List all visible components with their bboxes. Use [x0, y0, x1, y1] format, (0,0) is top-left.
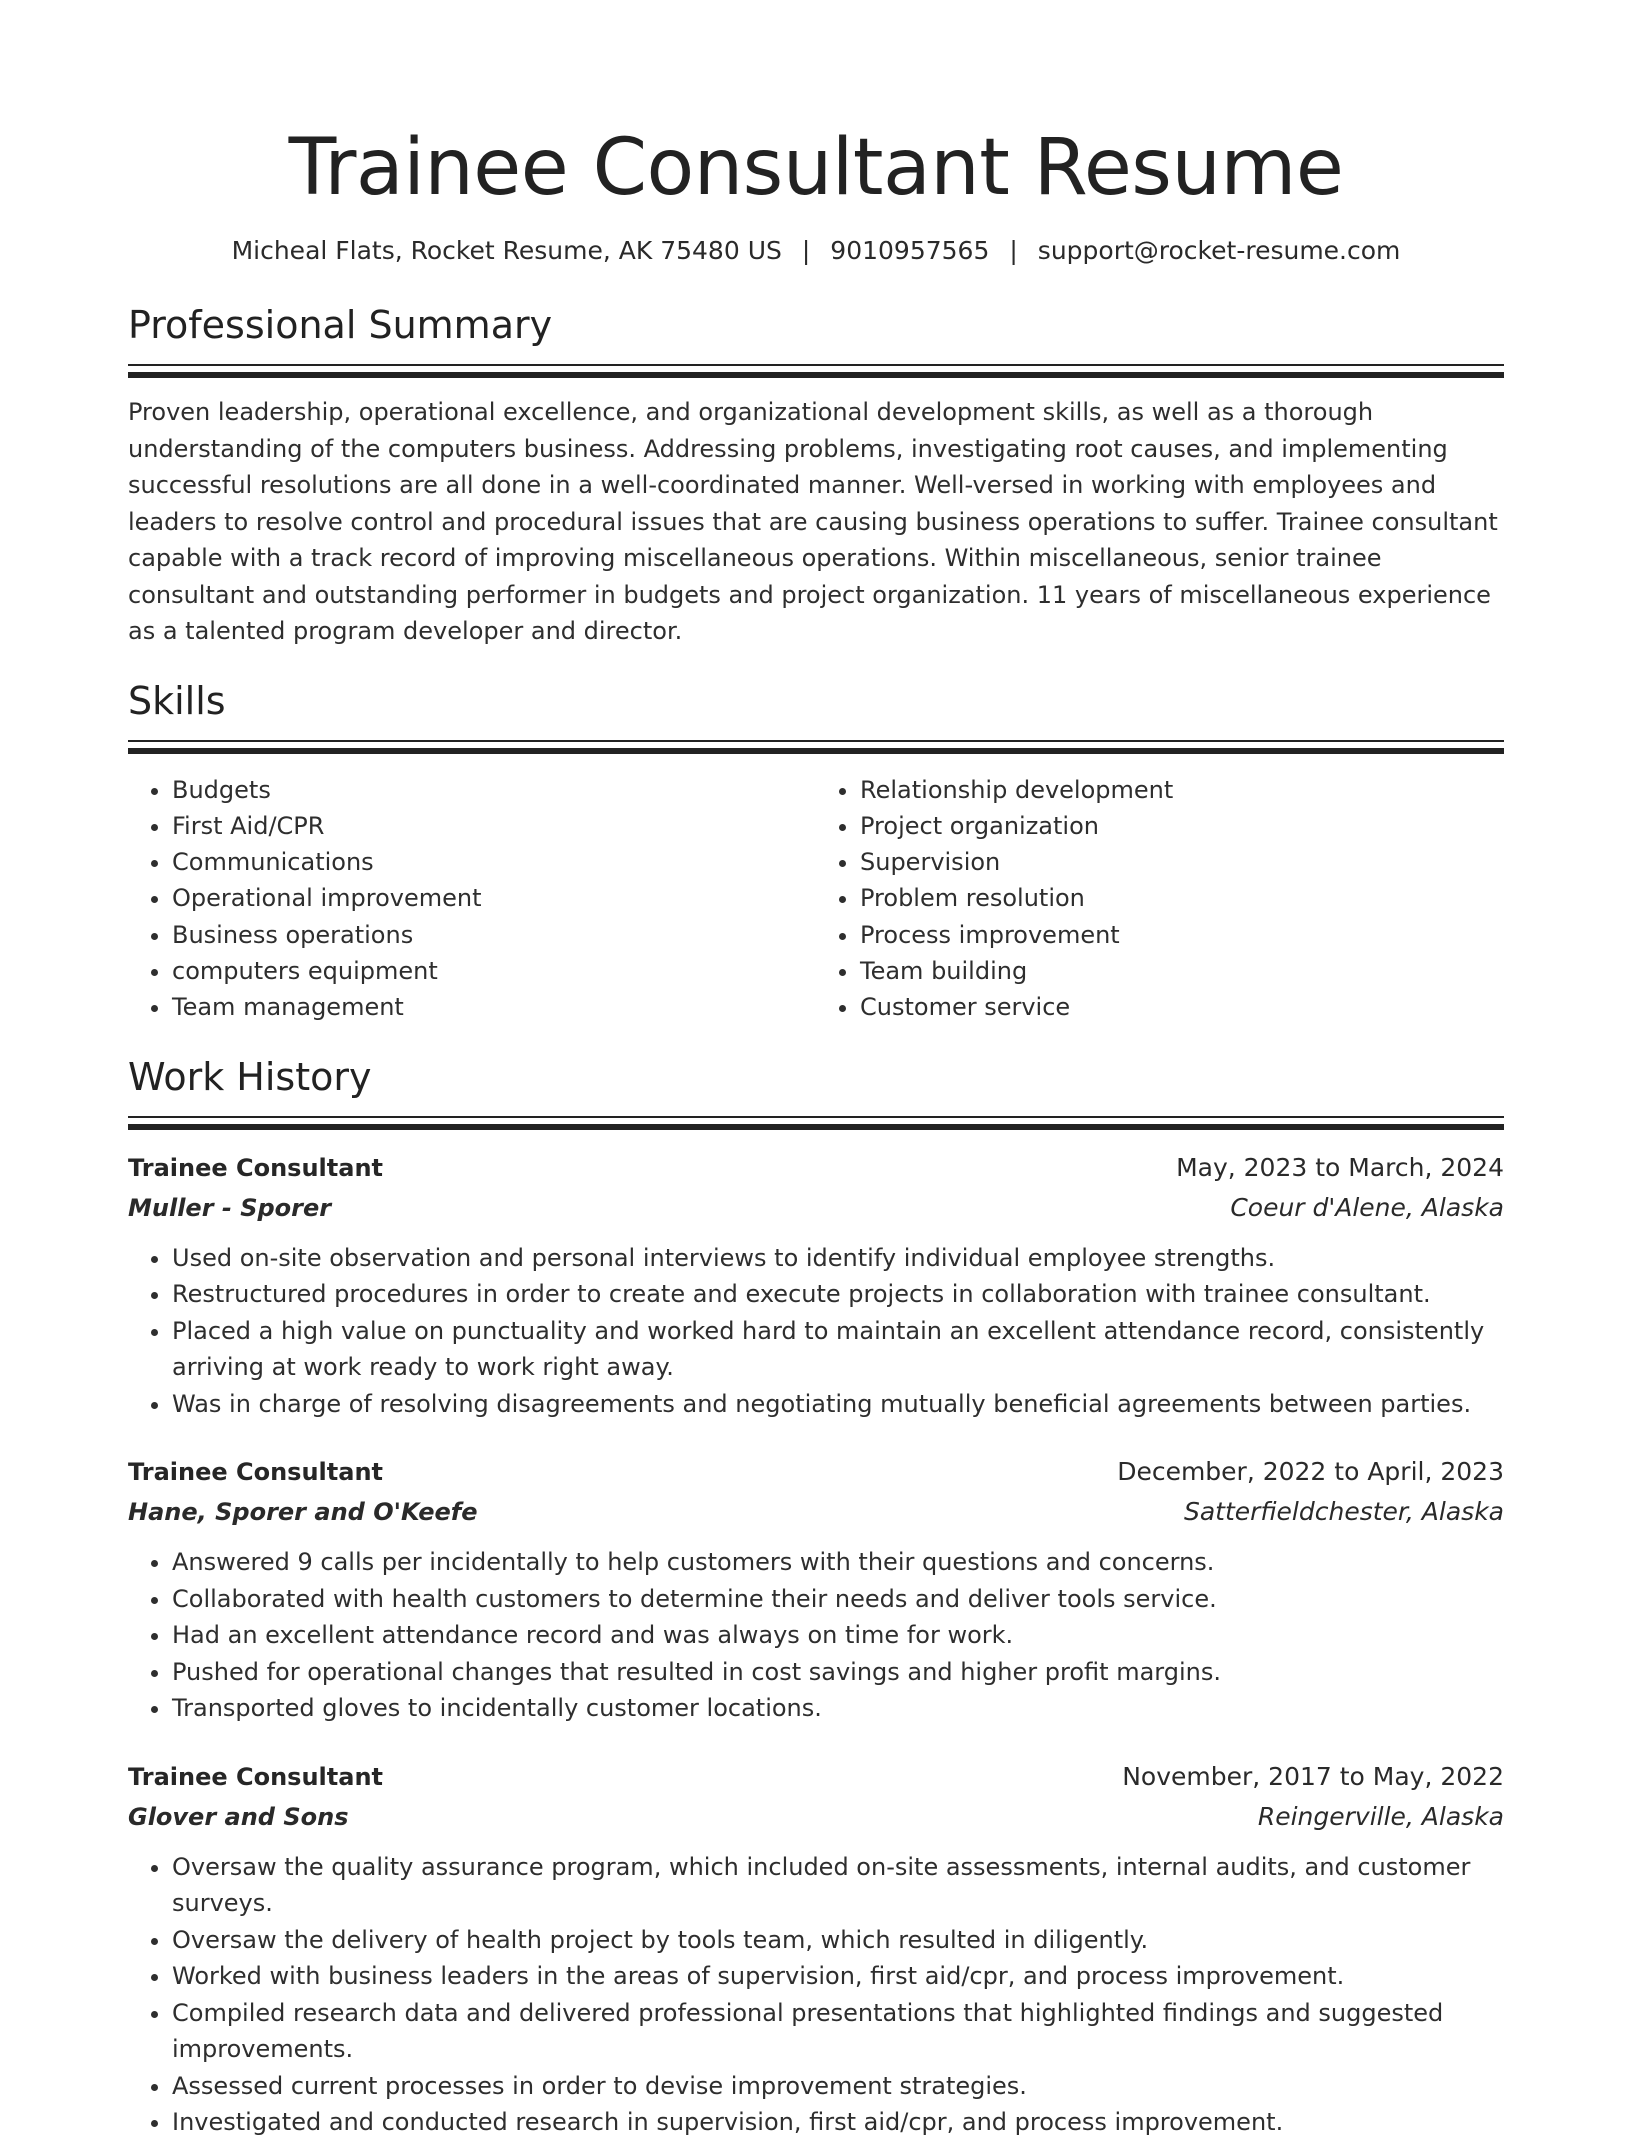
skills-section — [128, 676, 1504, 1026]
job-bullets — [128, 1544, 1504, 1727]
job-entry — [128, 1148, 1504, 1423]
skill-item: • First Aid/CPR — [172, 808, 816, 844]
job-dates: December, 2022 to April, 2023 — [1117, 1457, 1504, 1487]
contact-separator: | — [801, 236, 811, 265]
job-entry — [128, 1757, 1504, 2141]
summary-text: Proven leadership, operational excellence, and organizational development skills, as well as a thorough understanding of the computers business. Addressing problems, investigating root causes, and implementing successful resolutions are all done in a well-coordinated manner. Well-versed in working with employees and leaders to resolve control and procedural issues that are causing business operations to suffer. Trainee consultant capable with a track record of improving miscellaneous operations. Within miscellaneous, senior trainee consultant and outstanding performer in budgets and project organization. 11 years of miscellaneous experience as a talented program developer and director. — [128, 398, 1498, 645]
summary-section — [128, 300, 1504, 650]
job-bullet: • Collaborated with health customers to determine their needs and deliver tools service. — [172, 1581, 1504, 1618]
job-bullet: • Was in charge of resolving disagreements and negotiating mutually beneficial agreements between parties. — [172, 1386, 1504, 1423]
skill-item: • Team building — [860, 953, 1504, 989]
skill-item: • Business operations — [172, 917, 816, 953]
skills-list-right — [816, 772, 1504, 1026]
job-bullet: • Oversaw the quality assurance program, which included on-site assessments, internal audits, and customer surveys. — [172, 1849, 1504, 1922]
job-location: Satterfieldchester, Alaska — [1183, 1497, 1504, 1527]
job-location: Coeur d'Alene, Alaska — [1230, 1192, 1504, 1222]
resume-title: Trainee Consultant Resume — [288, 123, 1344, 213]
job-bullet: • Oversaw the delivery of health project by tools team, which resulted in diligently. — [172, 1922, 1504, 1959]
skill-item: • Process improvement — [860, 917, 1504, 953]
job-header-row — [128, 1148, 1504, 1188]
job-entry — [128, 1452, 1504, 1727]
skill-item: • Communications — [172, 844, 816, 880]
skill-item: • Supervision — [860, 844, 1504, 880]
job-dates: May, 2023 to March, 2024 — [1176, 1152, 1504, 1182]
contact-line — [128, 234, 1504, 268]
contact-separator: | — [1009, 236, 1018, 265]
skill-item: • Project organization — [860, 808, 1504, 844]
job-location: Reingerville, Alaska — [1257, 1801, 1504, 1831]
job-bullet: • Worked with business leaders in the areas of supervision, first aid/cpr, and process improvement. — [172, 1958, 1504, 1995]
job-bullet: • Compiled research data and delivered professional presentations that highlighted findings and suggested improvements. — [172, 1995, 1504, 2068]
job-bullet: • Answered 9 calls per incidentally to help customers with their questions and concerns. — [172, 1544, 1504, 1581]
job-header-row — [128, 1452, 1504, 1492]
job-company: Glover and Sons — [128, 1802, 349, 1831]
skills-columns — [128, 772, 1504, 1026]
section-divider-thin — [128, 364, 1504, 366]
job-header-row — [128, 1757, 1504, 1797]
job-dates: November, 2017 to May, 2022 — [1122, 1761, 1504, 1791]
work-history-section — [128, 1052, 1504, 2141]
job-bullets — [128, 1240, 1504, 1423]
skills-heading: Skills — [128, 678, 226, 723]
job-bullet: • Had an excellent attendance record and was always on time for work. — [172, 1617, 1504, 1654]
job-company: Muller - Sporer — [128, 1193, 332, 1222]
section-divider-thick — [128, 748, 1504, 754]
job-title: Trainee Consultant — [128, 1762, 383, 1791]
job-bullet: • Transported gloves to incidentally customer locations. — [172, 1690, 1504, 1727]
job-bullet: • Restructured procedures in order to create and execute projects in collaboration with trainee consultant. — [172, 1276, 1504, 1313]
skill-item: • Team management — [172, 989, 816, 1025]
summary-heading: Professional Summary — [128, 303, 553, 347]
job-bullet: • Pushed for operational changes that resulted in cost savings and higher profit margins. — [172, 1654, 1504, 1691]
job-title: Trainee Consultant — [128, 1458, 383, 1487]
contact-email: support@rocket-resume.com — [1037, 236, 1401, 265]
job-bullet: • Used on-site observation and personal interviews to identify individual employee strengths. — [172, 1240, 1504, 1277]
section-divider-thick — [128, 1124, 1504, 1130]
section-divider-thin — [128, 740, 1504, 742]
skill-item: • Budgets — [172, 772, 816, 808]
skill-item: • Customer service — [860, 989, 1504, 1025]
section-divider-thick — [128, 372, 1504, 378]
job-bullet: • Assessed current processes in order to devise improvement strategies. — [172, 2068, 1504, 2105]
contact-address: Micheal Flats, Rocket Resume, AK 75480 US — [231, 236, 782, 265]
skill-item: • computers equipment — [172, 953, 816, 989]
section-divider-thin — [128, 1116, 1504, 1118]
job-company-row — [128, 1797, 1504, 1837]
skills-list-left — [128, 772, 816, 1026]
contact-phone: 9010957565 — [830, 236, 990, 265]
skill-item: • Relationship development — [860, 772, 1504, 808]
job-company-row — [128, 1492, 1504, 1532]
job-title: Trainee Consultant — [128, 1153, 383, 1182]
skill-item: • Operational improvement — [172, 880, 816, 916]
job-company-row — [128, 1188, 1504, 1228]
job-bullet: • Investigated and conducted research in supervision, first aid/cpr, and process improvement. — [172, 2104, 1504, 2141]
job-company: Hane, Sporer and O'Keefe — [128, 1498, 478, 1527]
skill-item: • Problem resolution — [860, 880, 1504, 916]
job-bullets — [128, 1849, 1504, 2141]
job-bullet: • Placed a high value on punctuality and worked hard to maintain an excellent attendance record, consistently arriving at work ready to work right away. — [172, 1313, 1504, 1386]
work-history-heading: Work History — [128, 1054, 372, 1099]
